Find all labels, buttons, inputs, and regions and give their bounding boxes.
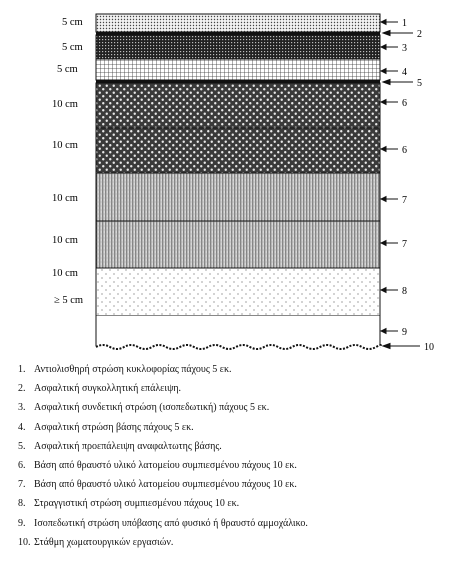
thickness-label-layer-1: 5 cm [62,17,83,28]
legend-text: Ασφαλτική προεπάλειψη αναφαλτωτης βάσης. [34,440,222,452]
legend-list [18,360,443,552]
legend-num: 2. [18,383,26,395]
legend-item-6 [18,456,443,475]
legend-item-7 [18,475,443,494]
legend-item-3 [18,398,443,417]
legend-item-5 [18,437,443,456]
marker-6b: 6 [402,145,407,156]
legend-text: Ασφαλτική συγκολλητική επάλειψη. [34,383,182,395]
legend-text: Στραγγιστική στρώση συμπιεσμένου πάχους 10 εκ. [34,498,240,510]
layer-8-drainage [96,268,380,316]
layer-7a-crushed-base [96,173,380,221]
legend-text: Στάθμη χωματουργικών εργασιών. [34,536,174,548]
legend-text: Ασφαλτική στρώση βάσης πάχους 5 εκ. [34,421,194,433]
legend-num: 10. [18,536,31,548]
legend-text: Βάση από θραυστό υλικό λατομείου συμπιεσμένου πάχους 10 εκ. [34,459,297,471]
thickness-label-layer-7a: 10 cm [52,193,78,204]
legend-item-1 [18,360,443,379]
legend-item-9 [18,514,443,533]
legend-num: 9. [18,517,26,529]
marker-8: 8 [402,286,407,297]
thickness-label-min: ≥ 5 cm [54,295,84,306]
layer-4-asphalt-base [96,59,380,80]
thickness-label-layer-8: 10 cm [52,268,78,279]
marker-5: 5 [417,78,422,89]
legend-num: 3. [18,402,26,414]
marker-7a: 7 [402,195,407,206]
marker-9: 9 [402,327,407,338]
layer-9-subbase [96,316,380,346]
thickness-label-layer-6a: 10 cm [52,99,78,110]
layer-1-surface [96,14,380,32]
legend-text: Βάση από θραυστό υλικό λατομείου συμπιεσμένου πάχους 10 εκ. [34,479,297,491]
layer-7b-crushed-base [96,221,380,268]
legend-num: 5. [18,440,26,452]
legend-item-2 [18,379,443,398]
legend-item-8 [18,494,443,513]
thickness-label-layer-6b: 10 cm [52,140,78,151]
marker-1: 1 [402,18,407,29]
legend-item-4 [18,418,443,437]
thickness-label-layer-7b: 10 cm [52,235,78,246]
thickness-label-layer-3: 5 cm [62,42,83,53]
marker-10: 10 [424,342,434,353]
marker-6a: 6 [402,98,407,109]
legend-text: Ασφαλτική συνδετική στρώση (ισοπεδωτική) πάχους 5 εκ. [34,402,270,414]
marker-4: 4 [402,67,407,78]
layer-3-binder [96,35,380,59]
legend-text: Αντιολισθηρή στρώση κυκλοφορίας πάχους 5 εκ. [34,364,232,375]
thickness-label-layer-4: 5 cm [57,64,78,75]
legend-num: 6. [18,459,26,471]
legend-num: 4. [18,421,26,433]
layer-6a-crushed-base [96,83,380,128]
marker-7b: 7 [402,239,407,250]
legend-text: Ισοπεδωτική στρώση υπόβασης από φυσικό ή θραυστό αμμοχάλικο. [34,517,308,529]
legend-num: 1. [18,364,26,375]
marker-3: 3 [402,43,407,54]
legend-num: 8. [18,498,26,510]
layer-6b-crushed-base [96,128,380,173]
marker-2: 2 [417,29,422,40]
legend-num: 7. [18,479,26,491]
legend-item-10 [18,533,443,552]
